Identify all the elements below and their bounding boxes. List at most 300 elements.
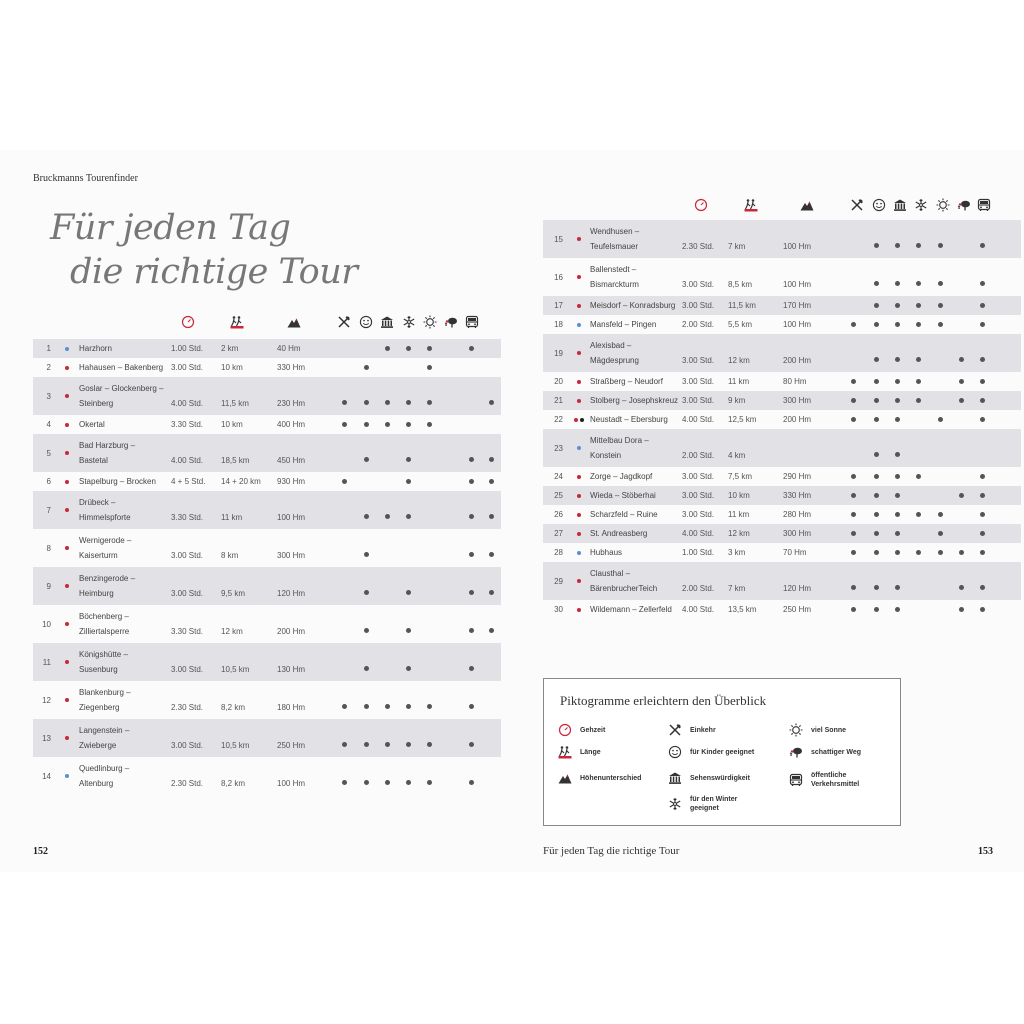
bus-icon bbox=[465, 315, 479, 329]
feature-cell bbox=[951, 429, 972, 467]
feature-cell bbox=[482, 567, 501, 605]
tour-name bbox=[588, 600, 682, 619]
tour-name bbox=[588, 486, 682, 505]
feature-cell bbox=[993, 562, 1021, 600]
feature-cell bbox=[887, 505, 908, 524]
feature-dot bbox=[874, 243, 879, 248]
feature-cell bbox=[377, 415, 398, 434]
feature-cell bbox=[841, 334, 866, 372]
feature-dot bbox=[406, 628, 411, 633]
tour-table-right bbox=[543, 220, 1021, 619]
feature-dot bbox=[469, 346, 474, 351]
feature-dot bbox=[980, 281, 985, 286]
tour-name-line: Kaiserturm bbox=[79, 551, 118, 560]
tour-row bbox=[543, 410, 1021, 429]
feature-dot bbox=[895, 474, 900, 479]
feature-cell bbox=[972, 315, 993, 334]
tour-length bbox=[728, 258, 783, 296]
feature-dot bbox=[364, 365, 369, 370]
tour-duration-value: 3.30 Std. bbox=[171, 627, 204, 636]
feature-cell bbox=[355, 472, 377, 491]
feature-cell bbox=[482, 377, 501, 415]
difficulty-marker bbox=[57, 757, 77, 795]
tour-length bbox=[221, 643, 277, 681]
feature-cell bbox=[377, 377, 398, 415]
tour-elevation bbox=[783, 220, 841, 258]
feature-dot bbox=[364, 400, 369, 405]
tour-number: 10 bbox=[42, 619, 51, 629]
feature-cell bbox=[482, 358, 501, 377]
feature-dot bbox=[364, 666, 369, 671]
feature-cell bbox=[440, 339, 461, 358]
tour-name-line: Hahausen – Bakenberg bbox=[79, 363, 164, 372]
tour-length-value: 10,5 km bbox=[221, 741, 250, 750]
tour-duration bbox=[171, 567, 221, 605]
tour-number: 29 bbox=[543, 562, 569, 600]
tour-row bbox=[33, 529, 501, 567]
tour-length-value: 10 km bbox=[221, 420, 243, 429]
feature-cell bbox=[887, 391, 908, 410]
tour-length-value: 11,5 km bbox=[221, 399, 249, 408]
feature-cell bbox=[377, 757, 398, 795]
tour-elevation-value: 300 Hm bbox=[277, 551, 306, 560]
feature-dot bbox=[469, 479, 474, 484]
feature-cell bbox=[929, 410, 951, 429]
feature-cell bbox=[929, 429, 951, 467]
tour-row bbox=[543, 467, 1021, 486]
feature-cell bbox=[929, 486, 951, 505]
feature-cell bbox=[334, 719, 355, 757]
feature-cell bbox=[972, 429, 993, 467]
feature-cell bbox=[334, 567, 355, 605]
tour-length bbox=[728, 429, 783, 467]
tour-row bbox=[33, 434, 501, 472]
feature-cell bbox=[951, 258, 972, 296]
tour-duration bbox=[682, 258, 728, 296]
feature-cell bbox=[461, 681, 482, 719]
feature-cell bbox=[841, 486, 866, 505]
feature-dot bbox=[406, 479, 411, 484]
difficulty-marker bbox=[569, 391, 588, 410]
feature-dot bbox=[980, 512, 985, 517]
tour-duration bbox=[682, 600, 728, 619]
tour-name-line: BärenbrucherTeich bbox=[590, 584, 658, 593]
tour-name-line: Okertal bbox=[79, 420, 105, 429]
feature-cell bbox=[929, 467, 951, 486]
tour-duration bbox=[682, 410, 728, 429]
tour-duration-value: 3.30 Std. bbox=[171, 420, 204, 429]
feature-cell bbox=[908, 429, 929, 467]
difficulty-marker bbox=[569, 315, 588, 334]
tour-row bbox=[543, 505, 1021, 524]
tour-elevation bbox=[783, 486, 841, 505]
feature-dot bbox=[874, 531, 879, 536]
feature-dot bbox=[385, 400, 390, 405]
difficulty-marker bbox=[569, 524, 588, 543]
feature-cell bbox=[334, 491, 355, 529]
tour-number: 16 bbox=[554, 272, 563, 282]
page-title bbox=[50, 206, 357, 294]
feature-dot bbox=[342, 742, 347, 747]
feature-dot bbox=[916, 550, 921, 555]
tour-length-value: 7 km bbox=[728, 242, 746, 251]
tour-name bbox=[77, 757, 171, 795]
tour-elevation-value: 200 Hm bbox=[783, 356, 812, 365]
feature-dot bbox=[469, 457, 474, 462]
feature-dot bbox=[874, 398, 879, 403]
feature-dot bbox=[489, 552, 494, 557]
feature-dot bbox=[342, 704, 347, 709]
feature-dot bbox=[980, 357, 985, 362]
feature-dot bbox=[916, 474, 921, 479]
feature-dot bbox=[342, 400, 347, 405]
feature-dot bbox=[916, 322, 921, 327]
tour-length-value: 13,5 km bbox=[728, 605, 757, 614]
tour-name-line: Wendhusen – bbox=[590, 227, 640, 236]
tour-elevation-value: 130 Hm bbox=[277, 665, 306, 674]
feature-cell bbox=[334, 358, 355, 377]
tour-duration bbox=[171, 491, 221, 529]
tour-elevation-value: 200 Hm bbox=[783, 415, 812, 424]
red-difficulty-dot bbox=[577, 532, 581, 536]
tour-row bbox=[543, 391, 1021, 410]
feature-cell bbox=[841, 600, 866, 619]
feature-cell bbox=[908, 467, 929, 486]
red-difficulty-dot bbox=[574, 418, 578, 422]
tour-duration-value: 3.00 Std. bbox=[171, 665, 204, 674]
tour-length bbox=[728, 220, 783, 258]
feature-cell bbox=[482, 681, 501, 719]
tour-number: 21 bbox=[543, 391, 569, 410]
feature-dot bbox=[427, 704, 432, 709]
feature-dot bbox=[385, 742, 390, 747]
tour-row bbox=[543, 372, 1021, 391]
feature-dot bbox=[874, 585, 879, 590]
feature-cell bbox=[461, 415, 482, 434]
tour-row bbox=[543, 543, 1021, 562]
feature-dot bbox=[874, 322, 879, 327]
feature-cell bbox=[841, 467, 866, 486]
legend-label bbox=[811, 771, 859, 789]
feature-dot bbox=[895, 493, 900, 498]
legend-item bbox=[668, 795, 737, 813]
tour-name-line: Quedlinburg – bbox=[79, 764, 130, 773]
tour-duration bbox=[682, 505, 728, 524]
tour-elevation bbox=[277, 377, 334, 415]
tour-name bbox=[588, 562, 682, 600]
feature-cell bbox=[972, 505, 993, 524]
feature-dot bbox=[895, 322, 900, 327]
snowflake-icon bbox=[668, 797, 690, 811]
tour-elevation-value: 100 Hm bbox=[277, 513, 306, 522]
feature-dot bbox=[874, 512, 879, 517]
feature-dot bbox=[851, 398, 856, 403]
tour-length bbox=[728, 600, 783, 619]
feature-cell bbox=[993, 315, 1021, 334]
difficulty-marker bbox=[569, 467, 588, 486]
tour-length-value: 8,5 km bbox=[728, 280, 753, 289]
feature-cell bbox=[866, 296, 887, 315]
feature-dot bbox=[385, 514, 390, 519]
tour-elevation-value: 300 Hm bbox=[783, 396, 812, 405]
tour-name bbox=[77, 719, 171, 757]
tour-elevation bbox=[277, 491, 334, 529]
red-difficulty-dot bbox=[577, 475, 581, 479]
tour-elevation-value: 230 Hm bbox=[277, 399, 306, 408]
difficulty-marker bbox=[569, 334, 588, 372]
feature-cell bbox=[440, 681, 461, 719]
feature-cell bbox=[440, 358, 461, 377]
tour-length-value: 9 km bbox=[728, 396, 746, 405]
cutlery-icon bbox=[668, 723, 690, 737]
feature-dot bbox=[851, 493, 856, 498]
tour-duration bbox=[682, 372, 728, 391]
feature-dot bbox=[469, 704, 474, 709]
feature-cell bbox=[951, 600, 972, 619]
legend-label-line: für den Winter bbox=[690, 796, 738, 803]
tour-name bbox=[77, 567, 171, 605]
sun-icon bbox=[936, 198, 950, 212]
tour-duration bbox=[171, 472, 221, 491]
feature-cell bbox=[951, 220, 972, 258]
black-difficulty-dot bbox=[580, 418, 584, 422]
tour-name-line: Langenstein – bbox=[79, 726, 130, 735]
tour-length bbox=[221, 472, 277, 491]
feature-cell bbox=[887, 372, 908, 391]
tour-length bbox=[221, 719, 277, 757]
feature-dot bbox=[469, 780, 474, 785]
feature-cell bbox=[993, 296, 1021, 315]
feature-cell bbox=[377, 567, 398, 605]
feature-cell bbox=[866, 410, 887, 429]
tour-elevation bbox=[783, 258, 841, 296]
feature-cell bbox=[334, 434, 355, 472]
feature-cell bbox=[398, 472, 418, 491]
feature-cell bbox=[841, 315, 866, 334]
tour-name bbox=[77, 643, 171, 681]
difficulty-marker bbox=[569, 258, 588, 296]
tour-name-line: Harzhorn bbox=[79, 344, 112, 353]
tour-elevation-value: 280 Hm bbox=[783, 510, 812, 519]
tour-duration-value: 2.30 Std. bbox=[171, 703, 204, 712]
feature-dot bbox=[959, 550, 964, 555]
feature-cell bbox=[972, 543, 993, 562]
legend-label-line: Sehenswürdigkeit bbox=[690, 774, 750, 782]
tour-elevation bbox=[783, 372, 841, 391]
feature-cell bbox=[461, 567, 482, 605]
feature-dot bbox=[851, 474, 856, 479]
tour-row bbox=[543, 429, 1021, 467]
feature-dot bbox=[364, 780, 369, 785]
tour-duration-value: 4.00 Std. bbox=[682, 529, 715, 538]
feature-cell bbox=[866, 600, 887, 619]
tour-elevation bbox=[783, 467, 841, 486]
feature-cell bbox=[355, 415, 377, 434]
feature-dot bbox=[895, 531, 900, 536]
feature-cell bbox=[887, 410, 908, 429]
tour-elevation bbox=[277, 719, 334, 757]
tour-elevation bbox=[277, 757, 334, 795]
feature-dot bbox=[916, 512, 921, 517]
tour-duration bbox=[682, 486, 728, 505]
page-number-right: 153 bbox=[978, 846, 993, 857]
feature-cell bbox=[334, 415, 355, 434]
tour-elevation-value: 450 Hm bbox=[277, 456, 306, 465]
feature-cell bbox=[993, 486, 1021, 505]
tour-elevation-value: 100 Hm bbox=[783, 320, 812, 329]
feature-cell bbox=[866, 429, 887, 467]
feature-dot bbox=[895, 417, 900, 422]
tour-elevation-value: 70 Hm bbox=[783, 548, 807, 557]
tour-duration bbox=[682, 543, 728, 562]
difficulty-marker bbox=[569, 600, 588, 619]
tour-length bbox=[221, 358, 277, 377]
tour-number: 22 bbox=[554, 415, 563, 424]
tour-name bbox=[77, 339, 171, 358]
tour-length-value: 2 km bbox=[221, 344, 239, 353]
feature-cell bbox=[951, 296, 972, 315]
feature-cell bbox=[841, 505, 866, 524]
tour-name-line: Heimburg bbox=[79, 589, 114, 598]
tour-number: 25 bbox=[543, 486, 569, 505]
feature-cell bbox=[418, 472, 440, 491]
feature-dot bbox=[385, 780, 390, 785]
red-difficulty-dot bbox=[65, 622, 69, 626]
tour-duration-value: 2.30 Std. bbox=[171, 779, 204, 788]
blue-difficulty-dot bbox=[577, 323, 581, 327]
feature-cell bbox=[355, 719, 377, 757]
feature-cell bbox=[887, 258, 908, 296]
feature-cell bbox=[993, 372, 1021, 391]
feature-cell bbox=[887, 600, 908, 619]
feature-cell bbox=[377, 605, 398, 643]
tour-duration bbox=[682, 391, 728, 410]
tour-name bbox=[77, 358, 171, 377]
difficulty-marker bbox=[569, 486, 588, 505]
feature-dot bbox=[489, 400, 494, 405]
feature-cell bbox=[951, 410, 972, 429]
feature-cell bbox=[908, 296, 929, 315]
feature-cell bbox=[929, 296, 951, 315]
tour-duration bbox=[682, 429, 728, 467]
tour-number: 13 bbox=[33, 719, 57, 757]
tour-length bbox=[728, 505, 783, 524]
tour-name-line: Bismarckturm bbox=[590, 280, 639, 289]
feature-cell bbox=[461, 757, 482, 795]
tour-name-line: Himmelspforte bbox=[79, 513, 131, 522]
feature-cell bbox=[972, 258, 993, 296]
feature-dot bbox=[874, 357, 879, 362]
clock-icon bbox=[181, 315, 195, 329]
tour-length bbox=[221, 681, 277, 719]
tour-name bbox=[77, 529, 171, 567]
feature-cell bbox=[461, 358, 482, 377]
tour-row bbox=[33, 719, 501, 757]
feature-cell bbox=[951, 315, 972, 334]
tour-row bbox=[543, 600, 1021, 619]
feature-dot bbox=[364, 590, 369, 595]
tour-number: 4 bbox=[46, 420, 51, 429]
tour-length-value: 14 + 20 km bbox=[221, 477, 261, 486]
feature-dot bbox=[980, 243, 985, 248]
feature-cell bbox=[887, 296, 908, 315]
feature-cell bbox=[398, 339, 418, 358]
tour-length-value: 12 km bbox=[728, 356, 750, 365]
tour-row bbox=[543, 315, 1021, 334]
difficulty-marker bbox=[57, 377, 77, 415]
feature-cell bbox=[482, 757, 501, 795]
feature-dot bbox=[959, 398, 964, 403]
tour-name-line: Böchenberg – bbox=[79, 612, 129, 621]
tour-elevation bbox=[783, 505, 841, 524]
feature-cell bbox=[993, 220, 1021, 258]
tour-name bbox=[77, 377, 171, 415]
bus-icon bbox=[789, 773, 811, 787]
tour-elevation-value: 100 Hm bbox=[783, 242, 812, 251]
red-difficulty-dot bbox=[65, 546, 69, 550]
feature-dot bbox=[427, 346, 432, 351]
feature-dot bbox=[469, 742, 474, 747]
tour-duration-value: 3.00 Std. bbox=[171, 363, 204, 372]
tour-number: 26 bbox=[554, 510, 563, 519]
feature-cell bbox=[418, 358, 440, 377]
tour-name bbox=[588, 524, 682, 543]
tour-duration-value: 3.00 Std. bbox=[682, 396, 715, 405]
feature-dot bbox=[980, 303, 985, 308]
feature-cell bbox=[377, 358, 398, 377]
feature-dot bbox=[895, 303, 900, 308]
feature-cell bbox=[377, 472, 398, 491]
feature-cell bbox=[841, 220, 866, 258]
red-difficulty-dot bbox=[577, 399, 581, 403]
feature-dot bbox=[874, 493, 879, 498]
red-difficulty-dot bbox=[577, 380, 581, 384]
feature-dot bbox=[874, 417, 879, 422]
feature-cell bbox=[418, 415, 440, 434]
feature-cell bbox=[461, 472, 482, 491]
tour-elevation-value: 300 Hm bbox=[783, 529, 812, 538]
legend-title: Piktogramme erleichtern den Überblick bbox=[560, 693, 767, 708]
legend-label bbox=[690, 748, 754, 757]
feature-cell bbox=[972, 220, 993, 258]
feature-dot bbox=[469, 590, 474, 595]
tour-length bbox=[728, 296, 783, 315]
tour-row bbox=[543, 486, 1021, 505]
tour-duration-value: 3.00 Std. bbox=[682, 510, 715, 519]
tour-row bbox=[543, 562, 1021, 600]
tour-number: 12 bbox=[42, 695, 51, 705]
feature-cell bbox=[418, 719, 440, 757]
feature-cell bbox=[908, 410, 929, 429]
feature-cell bbox=[377, 719, 398, 757]
tour-duration bbox=[171, 377, 221, 415]
tour-duration-value: 3.00 Std. bbox=[682, 377, 715, 386]
feature-cell bbox=[355, 643, 377, 681]
feature-dot bbox=[959, 379, 964, 384]
tour-duration-value: 3.00 Std. bbox=[682, 301, 715, 310]
tour-duration-value: 3.00 Std. bbox=[171, 551, 204, 560]
tour-name-line: Altenburg bbox=[79, 779, 114, 788]
tour-duration bbox=[171, 529, 221, 567]
difficulty-marker bbox=[57, 415, 77, 434]
tour-number: 9 bbox=[33, 567, 57, 605]
feature-cell bbox=[951, 391, 972, 410]
feature-cell bbox=[418, 643, 440, 681]
feature-cell bbox=[951, 524, 972, 543]
feature-cell bbox=[461, 643, 482, 681]
feature-dot bbox=[406, 422, 411, 427]
hiker-icon bbox=[230, 315, 244, 329]
